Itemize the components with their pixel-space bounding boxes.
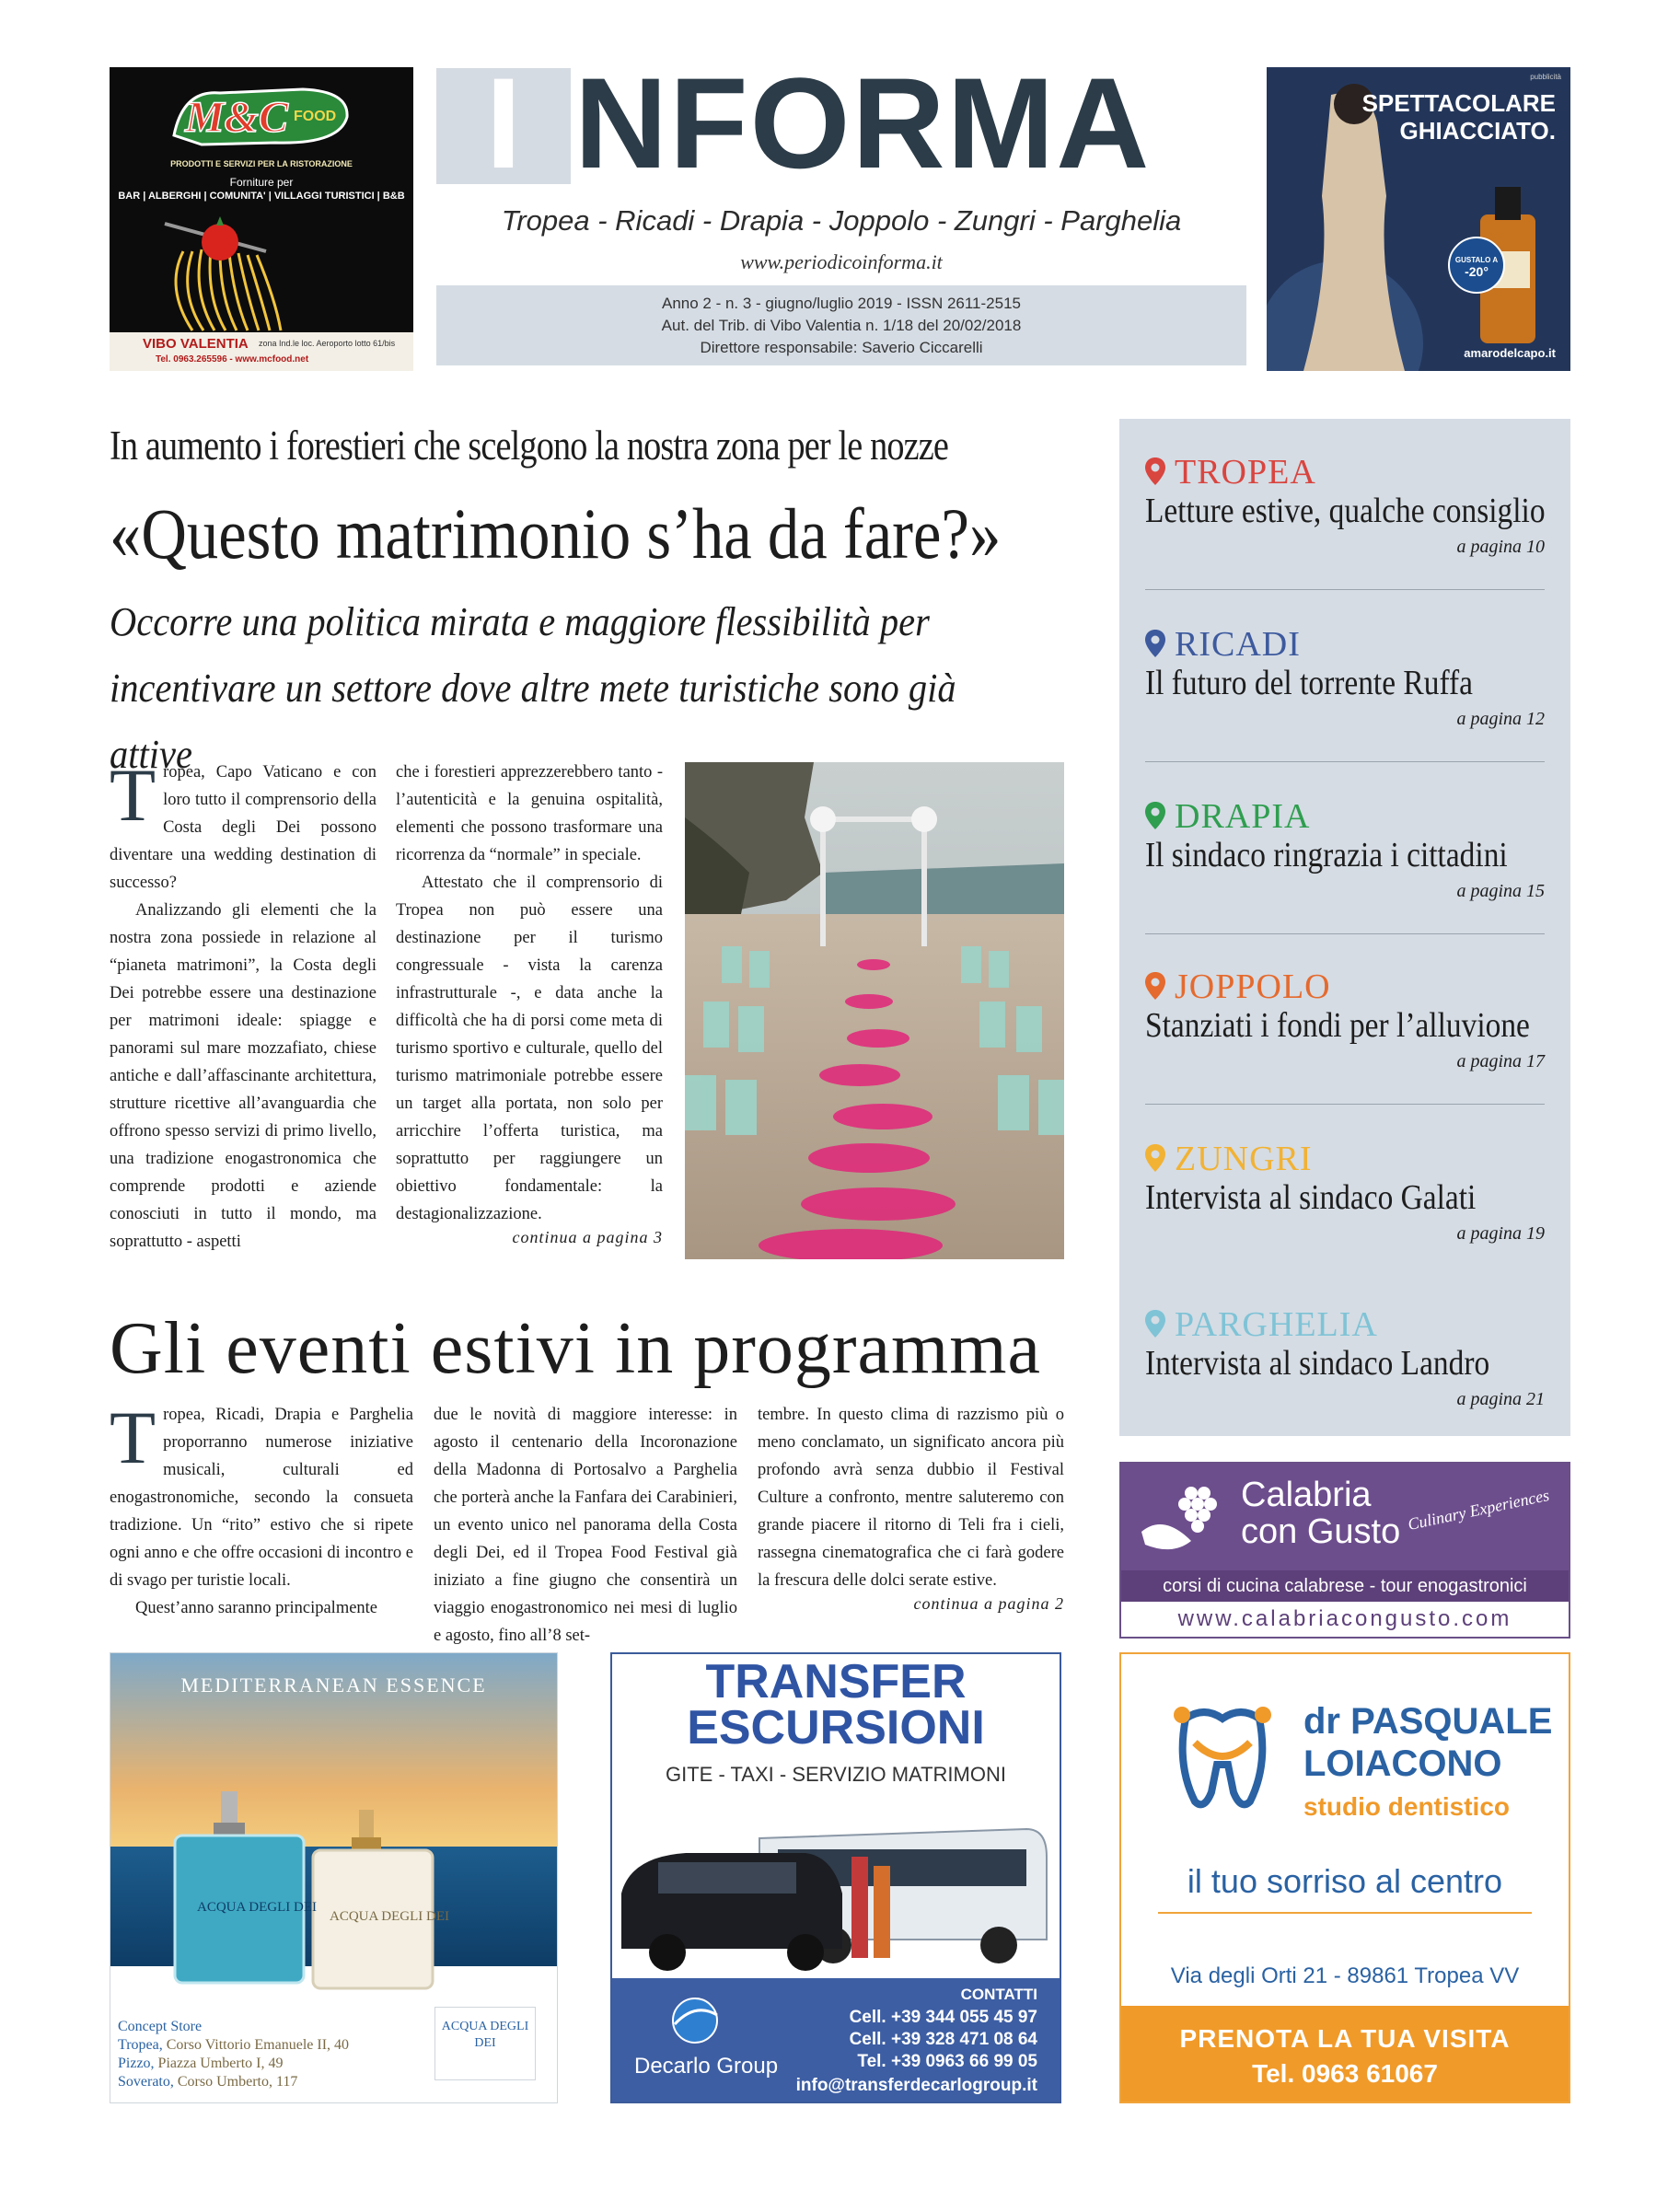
lead-deck: Occorre una politica mirata e maggiore flessibilità per incentivare un settore dove altre mete turistiche sono già attive	[110, 599, 956, 777]
calabria-name-1: Calabria	[1241, 1476, 1372, 1514]
sidebar-title: Il futuro del torrente Ruffa	[1145, 664, 1473, 702]
events-headline[interactable]: Gli eventi estivi in programma	[110, 1308, 1041, 1389]
logo-initial: I	[485, 51, 522, 195]
mediterranean-stores	[118, 2018, 349, 2091]
sidebar-item-zungri[interactable]	[1145, 1126, 1545, 1264]
calabria-header	[1121, 1464, 1569, 1570]
mcfood-logo-sub: FOOD	[294, 109, 337, 124]
acqua-dei-logo	[434, 2007, 536, 2080]
director-line: Direttore responsabile: Saverio Ciccarelli	[700, 339, 983, 356]
sidebar-town-label: PARGHELIA	[1175, 1305, 1378, 1344]
sidebar-town	[1145, 1304, 1378, 1345]
mcfood-city: VIBO VALENTIA	[143, 336, 249, 352]
mcfood-tagline: PRODOTTI E SERVIZI PER LA RISTORAZIONE	[170, 159, 353, 168]
logo-wordmark: NFORMA	[574, 51, 1152, 195]
globe-logo-icon	[667, 1993, 723, 2048]
location-pin-icon	[1145, 1144, 1165, 1172]
sidebar-town	[1145, 624, 1301, 665]
store-city: Tropea,	[118, 2037, 163, 2053]
amaro-temp-badge	[1451, 256, 1502, 279]
store-pizzo	[118, 2055, 349, 2073]
lead-paragraph-1	[110, 753, 376, 897]
sidebar-item-parghelia[interactable]	[1145, 1291, 1545, 1430]
store-city: Pizzo,	[118, 2056, 155, 2071]
ad-mcfood[interactable]	[110, 67, 413, 371]
lead-text-1: ropea, Capo Vaticano e con loro tutto il comprensorio della Costa degli Dei possono diventare una wedding destination di successo?	[110, 763, 376, 892]
wedding-beach-photo	[685, 762, 1064, 1259]
calabria-corsi: corsi di cucina calabrese - tour enogastronici	[1121, 1570, 1569, 1602]
sidebar-town-label: DRAPIA	[1175, 797, 1311, 836]
sidebar-divider	[1145, 761, 1545, 762]
mcfood-tel: Tel. 0963.265596 - www.mcfood.net	[156, 354, 309, 365]
mcfood-categories: BAR | ALBERGHI | COMUNITA' | VILLAGGI TURISTICI | B&B	[118, 191, 405, 202]
ad-dentist-loiacono[interactable]	[1119, 1652, 1570, 2103]
dentist-slogan: il tuo sorriso al centro	[1187, 1862, 1503, 1900]
sidebar-town	[1145, 967, 1331, 1007]
tooth-logo-icon	[1158, 1691, 1287, 1820]
events-dropcap: T	[110, 1396, 156, 1479]
wedding-photo-illustration	[685, 762, 1064, 1259]
logo-initial-block	[436, 51, 571, 195]
sidebar-town-label: RICADI	[1175, 625, 1301, 664]
store-address: Corso Umberto, 117	[173, 2074, 298, 2090]
sidebar-page: a pagina 12	[1456, 709, 1545, 729]
lead-dropcap: T	[110, 753, 156, 837]
transfer-email[interactable]: info@transferdecarlogroup.it	[795, 2076, 1037, 2095]
dentist-name-1: dr PASQUALE	[1303, 1701, 1553, 1742]
events-column-1	[110, 1396, 413, 1622]
sidebar-town	[1145, 1139, 1313, 1179]
ad-transfer-escursioni[interactable]	[610, 1652, 1061, 2103]
location-pin-icon	[1145, 630, 1165, 657]
sidebar-item-ricadi[interactable]	[1145, 611, 1545, 749]
amaro-headline-1: SPETTACOLARE	[1361, 89, 1556, 117]
transfer-title-1: TRANSFER	[705, 1655, 967, 1708]
issue-info-box	[436, 285, 1246, 365]
amaro-temp-value: -20°	[1465, 264, 1488, 279]
store-tropea	[118, 2036, 349, 2055]
newspaper-logo[interactable]	[436, 51, 1246, 195]
events-continue-link[interactable]: continua a pagina 2	[913, 1594, 1064, 1613]
ad-mediterranean-essence[interactable]	[110, 1652, 558, 2103]
lead-continue-link[interactable]: continua a pagina 3	[512, 1228, 663, 1246]
dentist-name-2: LOIACONO	[1303, 1743, 1502, 1784]
mediterranean-title: MEDITERRANEAN ESSENCE	[180, 1673, 487, 1697]
sidebar-index	[1119, 419, 1570, 1436]
sidebar-town-label: TROPEA	[1175, 453, 1316, 492]
dentist-cta-bar[interactable]	[1121, 2006, 1569, 2102]
calabria-name-2: con Gusto	[1241, 1512, 1401, 1551]
sidebar-page: a pagina 21	[1456, 1389, 1545, 1409]
events-paragraph-2: Quest’anno saranno principalmente	[135, 1599, 378, 1617]
perfume-bottles-image	[166, 1782, 460, 1994]
amaro-headline	[1362, 89, 1556, 145]
sidebar-title: Letture estive, qualche consiglio	[1145, 492, 1546, 530]
events-paragraph-3: due le novità di maggiore interesse: in agosto il centenario della Incoronazione della Madonna di Portosalvo a Parghelia che porterà anche la Fanfara dei Carabinieri, un evento unico nel panorama della Costa degli Dei, ed il Tropea Food Festival già iniziato a fine giugno che consentirà un viaggio enogastronomico nei mesi di luglio e agosto, fino all’8 set-	[434, 1406, 737, 1645]
location-pin-icon	[1145, 802, 1165, 829]
amaro-headline-2: GHIACCIATO.	[1399, 117, 1556, 145]
calabria-url[interactable]: www.calabriacongusto.com	[1177, 1606, 1512, 1631]
pasta-fork-image	[128, 214, 395, 332]
transfer-cell-1[interactable]: Cell. +39 344 055 45 97	[849, 2008, 1037, 2027]
mcfood-address: zona Ind.le loc. Aeroporto lotto 61/bis	[259, 339, 396, 348]
transfer-brand: Decarlo Group	[634, 2054, 779, 2079]
lead-paragraph-3: che i forestieri apprezzerebbero tanto - l’autenticità e la genuina ospitalità, elementi che possono trasformare una ricorrenza da “normale” in speciale.	[396, 763, 663, 864]
events-paragraph-4: tembre. In questo clima di razzismo più o meno conclamato, un significato ancora più profondo avrà senza dubbio il Festival Culture a confronto, mentre saluteremo con grande piacere il ritorno di Teli fra i cieli, rassegna cinematografica che ci farà godere la frescura delle dolci serate estive.	[758, 1406, 1064, 1590]
store-soverato	[118, 2073, 349, 2091]
sidebar-item-joppolo[interactable]	[1145, 954, 1545, 1092]
dentist-address: Via degli Orti 21 - 89861 Tropea VV	[1170, 1963, 1520, 1988]
bus-and-van-image	[621, 1801, 1054, 1976]
website-link[interactable]: www.periodicoinforma.it	[740, 250, 943, 273]
lead-paragraph-2: Analizzando gli elementi che la nostra zona possiede in relazione al “pianeta matrimoni”, la Costa degli Dei potrebbe essere una destinazione per matrimoni ideale: spiagge e panorami sul mare mozzafiato, chiese antiche e dall’affascinante architettura, strutture ricettive all’avanguardia che offrono spesso servizi di primo livello, una tradizione enogastronomica che comprende prodotti e aziende conosciuti in tutto il mondo, ma soprattutto - aspetti	[110, 901, 376, 1251]
sidebar-page: a pagina 10	[1456, 537, 1545, 557]
lead-paragraph-4: Attestato che il comprensorio di Tropea non può essere una destinazione per il turismo congressuale - vista la carenza infrastrutturale -, e data anche la difficoltà che ha di porsi come meta di turismo sportivo e culturale, quello del turismo matrimoniale potrebbe essere un target alla portata, non solo per arricchire l’offerta turistica, ma soprattutto per raggiungere un obiettivo fondamentale: la destagionalizzazione.	[396, 874, 663, 1223]
dentist-studio: studio dentistico	[1303, 1792, 1510, 1821]
sidebar-title: Intervista al sindaco Landro	[1145, 1344, 1490, 1383]
store-city: Soverato,	[118, 2074, 174, 2090]
mcfood-logo	[165, 80, 358, 154]
location-pin-icon	[1145, 1310, 1165, 1338]
lead-headline[interactable]: «Questo matrimonio s’ha da fare?»	[110, 493, 1002, 573]
location-pin-icon	[1145, 457, 1165, 485]
towns-line: Tropea - Ricadi - Drapia - Joppolo - Zungri - Parghelia	[501, 204, 1182, 237]
location-pin-icon	[1145, 972, 1165, 1000]
bottle-label-white: ACQUA DEGLI DEI	[330, 1909, 449, 1924]
lead-column-1	[110, 753, 376, 1256]
amaro-site: amarodelcapo.it	[1464, 346, 1556, 360]
lead-column-2	[396, 759, 663, 1247]
store-address: Piazza Umberto I, 49	[154, 2056, 284, 2071]
dentist-cta: PRENOTA LA TUA VISITA	[1179, 2024, 1511, 2053]
mcfood-logo-text: M&C	[185, 93, 289, 142]
mcfood-forniture: Forniture per	[229, 176, 294, 189]
calabria-culinary: Culinary Experiences	[1406, 1485, 1551, 1535]
dentist-divider	[1158, 1912, 1532, 1914]
authorization-line: Aut. del Trib. di Vibo Valentia n. 1/18 del 20/02/2018	[661, 317, 1022, 334]
grape-pepper-icon	[1136, 1477, 1228, 1559]
sidebar-divider	[1145, 589, 1545, 590]
sidebar-item-drapia[interactable]	[1145, 783, 1545, 921]
acqua-dei-logo-text: ACQUA DEGLI DEI	[441, 2020, 529, 2050]
dentist-name	[1303, 1700, 1552, 1785]
sidebar-item-tropea[interactable]	[1145, 439, 1545, 577]
bottle-label-blue: ACQUA DEGLI DEI	[197, 1900, 317, 1915]
sidebar-town	[1145, 796, 1310, 837]
sidebar-title: Stanziati i fondi per l’alluvione	[1145, 1006, 1530, 1045]
events-column-2	[434, 1401, 737, 1650]
events-paragraph-1	[110, 1396, 413, 1594]
sidebar-divider	[1145, 933, 1545, 934]
lead-kicker: In aumento i forestieri che scelgono la nostra zona per le nozze	[110, 423, 949, 469]
sidebar-town	[1145, 452, 1316, 492]
mcfood-footer	[110, 332, 413, 371]
sidebar-title: Il sindaco ringrazia i cittadini	[1145, 836, 1508, 874]
concept-store-label: Concept Store	[118, 2019, 203, 2034]
events-column-3	[758, 1401, 1064, 1614]
amaro-temp-label: GUSTALO A	[1454, 256, 1499, 264]
transfer-tel[interactable]: Tel. +39 0963 66 99 05	[857, 2052, 1037, 2071]
ad-amaro-del-capo[interactable]	[1267, 67, 1570, 371]
sidebar-divider	[1145, 1104, 1545, 1105]
sidebar-page: a pagina 17	[1456, 1051, 1545, 1071]
sidebar-title: Intervista al sindaco Galati	[1145, 1178, 1477, 1217]
sidebar-town-label: ZUNGRI	[1175, 1140, 1313, 1178]
transfer-title-2: ESCURSIONI	[687, 1701, 985, 1755]
dentist-tel[interactable]: Tel. 0963 61067	[1252, 2059, 1438, 2088]
issue-line: Anno 2 - n. 3 - giugno/luglio 2019 - ISSN 2611-2515	[661, 295, 1021, 312]
ad-calabria-con-gusto[interactable]	[1119, 1462, 1570, 1639]
events-text-1: ropea, Ricadi, Drapia e Parghelia proporranno numerose iniziative musicali, culturali ed enogastronomiche, secondo la consueta tradizione. Un “rito” estivo che si ripete ogni anno e che offre occasioni di incontro e di svago per turistie locali.	[110, 1406, 413, 1590]
sidebar-page: a pagina 15	[1456, 881, 1545, 901]
sidebar-page: a pagina 19	[1456, 1223, 1545, 1244]
store-address: Corso Vittorio Emanuele II, 40	[162, 2037, 350, 2053]
transfer-cell-2[interactable]: Cell. +39 328 471 08 64	[849, 2030, 1037, 2049]
amaro-adv-note: pubblicità	[1530, 73, 1561, 81]
sidebar-town-label: JOPPOLO	[1175, 967, 1331, 1006]
transfer-contacts-label: CONTATTI	[960, 1986, 1037, 2003]
transfer-services: GITE - TAXI - SERVIZIO MATRIMONI	[666, 1763, 1006, 1786]
